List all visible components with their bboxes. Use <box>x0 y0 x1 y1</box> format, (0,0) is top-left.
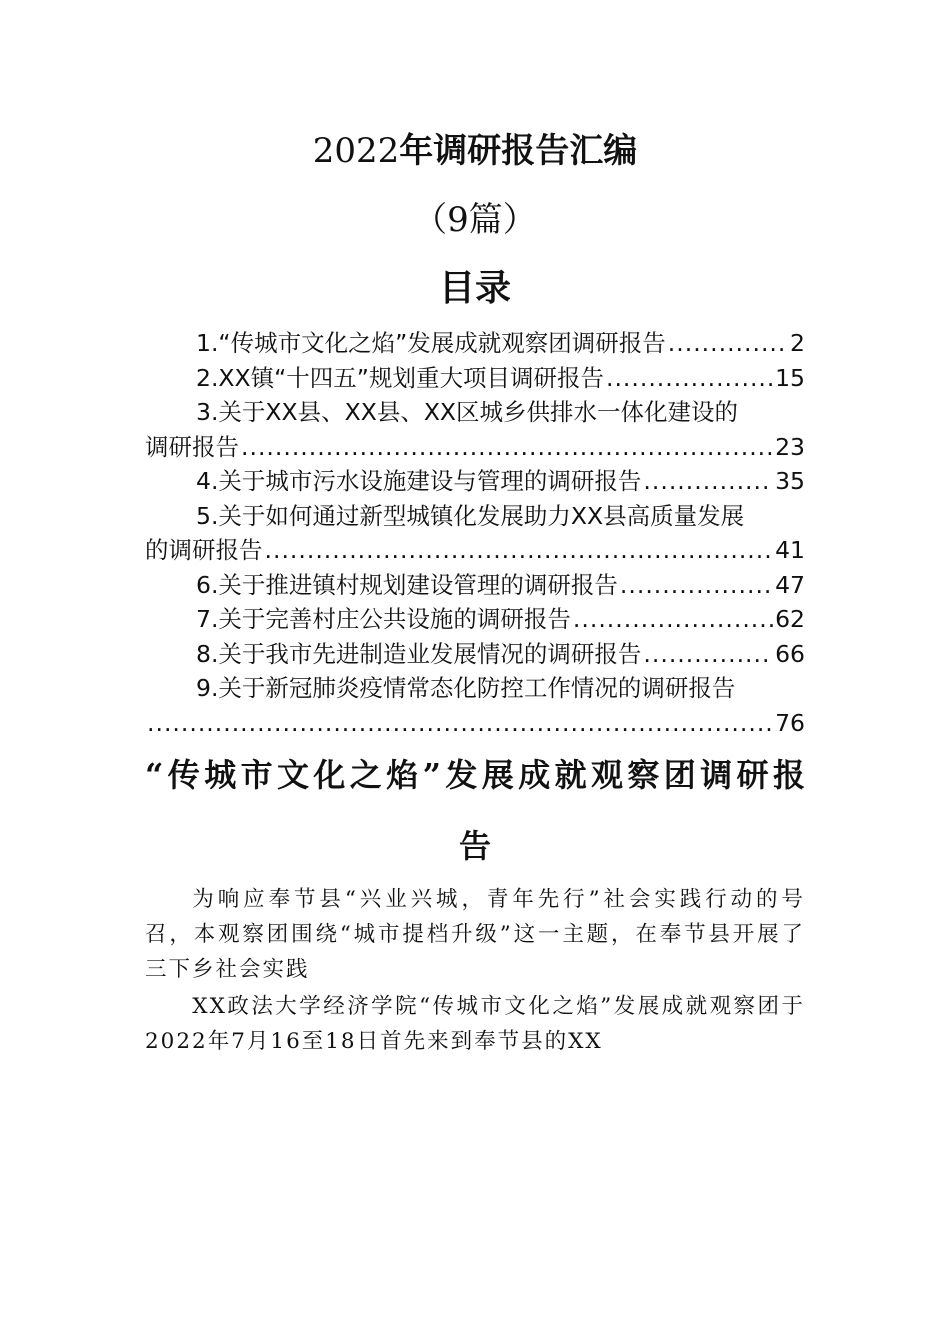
toc-heading: 目录 <box>438 267 511 309</box>
toc-entry-label: 8.关于我市先进制造业发展情况的调研报告 <box>196 639 642 668</box>
toc-entry-7[interactable] <box>145 602 805 637</box>
toc-entry-1[interactable] <box>145 326 805 361</box>
toc-entry-6[interactable] <box>145 568 805 603</box>
toc-entry-label: 6.关于推进镇村规划建设管理的调研报告 <box>196 570 618 599</box>
toc-leader <box>620 568 773 603</box>
toc-page-number: 2 <box>790 329 805 357</box>
body-paragraph-1: 为响应奉节县“兴业兴城，青年先行”社会实践行动的号召，本观察团围绕“城市提档升级”这一主题，在奉节县开展了三下乡社会实践 <box>145 887 805 982</box>
toc-page-number: 41 <box>775 536 805 564</box>
toc-leader <box>265 533 774 568</box>
toc-entry-2[interactable] <box>145 361 805 396</box>
body-paragraph-2: XX政法大学经济学院“传城市文化之焰”发展成就观察团于2022年7月16至18日首先来到奉节县的XX <box>145 994 805 1054</box>
title-year: 2022 <box>312 131 400 171</box>
toc-entry-label-line2: 调研报告 <box>145 432 239 461</box>
table-of-contents <box>145 326 805 740</box>
toc-entry-label-line1: 5.关于如何通过新型城镇化发展助力XX县高质量发展 <box>196 501 745 530</box>
toc-page-number: 76 <box>775 708 805 737</box>
toc-leader <box>573 602 773 637</box>
compilation-title <box>0 131 950 171</box>
toc-leader <box>606 361 773 396</box>
toc-page-number: 35 <box>775 467 805 495</box>
toc-entry-5[interactable] <box>145 499 805 568</box>
toc-leader <box>643 464 773 499</box>
title-text: 年调研报告汇编 <box>399 131 638 171</box>
article-title-line2: 告 <box>458 827 491 865</box>
article-body <box>145 882 805 1059</box>
toc-entry-label-line2: 的调研报告 <box>145 536 263 564</box>
toc-page-number: 47 <box>775 570 805 599</box>
toc-entry-label: 1.“传城市文化之焰”发展成就观察团调研报告 <box>196 329 666 357</box>
toc-page-number: 66 <box>775 639 805 668</box>
toc-leader <box>668 326 788 361</box>
toc-entry-label: 4.关于城市污水设施建设与管理的调研报告 <box>196 467 642 495</box>
toc-page-number: 23 <box>775 432 805 461</box>
toc-page-number: 62 <box>775 605 805 633</box>
toc-leader <box>643 637 773 672</box>
toc-leader <box>147 706 773 741</box>
toc-entry-label: 7.关于完善村庄公共设施的调研报告 <box>196 605 571 633</box>
toc-entry-8[interactable] <box>145 637 805 672</box>
toc-entry-label-line1: 3.关于XX县、XX县、XX区城乡供排水一体化建设的 <box>196 398 739 426</box>
compilation-subtitle: （9篇） <box>413 200 537 240</box>
toc-page-number: 15 <box>775 363 805 392</box>
toc-entry-label-line1: 9.关于新冠肺炎疫情常态化防控工作情况的调研报告 <box>196 674 736 702</box>
toc-entry-3[interactable] <box>145 395 805 464</box>
toc-entry-4[interactable] <box>145 464 805 499</box>
toc-leader <box>241 430 773 465</box>
toc-entry-9[interactable] <box>145 671 805 740</box>
toc-entry-label: 2.XX镇“十四五”规划重大项目调研报告 <box>196 363 604 392</box>
article-title-line1: “传城市文化之焰”发展成就观察团调研报 <box>145 756 805 794</box>
